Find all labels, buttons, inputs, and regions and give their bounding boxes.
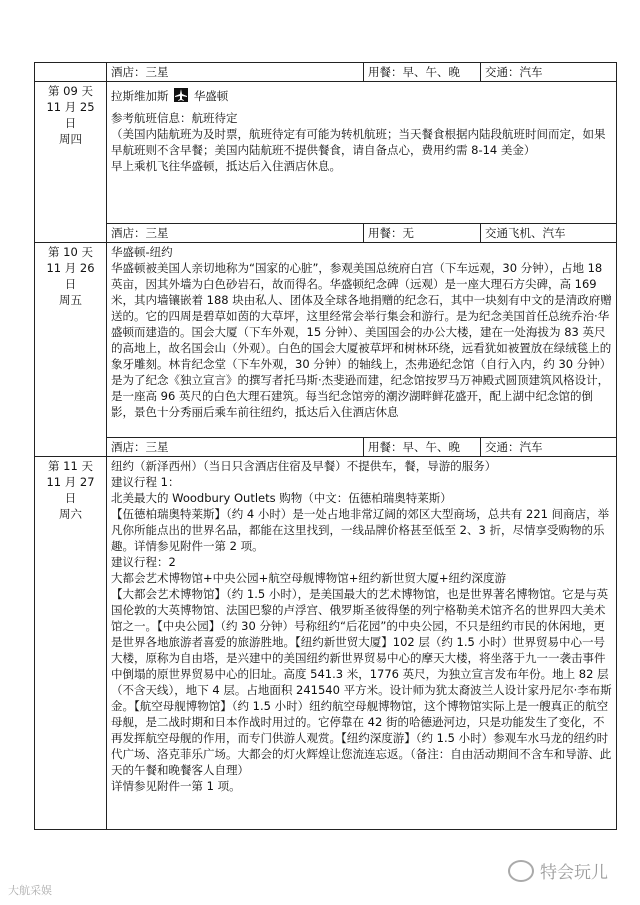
day-weekday: 周四 xyxy=(59,132,82,146)
attachment-note: 详情参见附件一第 1 项。 xyxy=(111,779,241,793)
meta-cell xyxy=(107,438,617,457)
transport-label: 交通：汽车 xyxy=(485,65,543,79)
hotel-label: 酒店：三星 xyxy=(107,438,364,456)
wechat-icon xyxy=(508,860,534,882)
option-2-description: 【大都会艺术博物馆】（约 1.5 小时），是美国最大的艺术博物馆，也是世界著名博物馆。它是与英国伦敦的大英博物馆、法国巴黎的卢浮宫、俄罗斯圣彼得堡的列宁格勒美术馆齐名的世界四大美术馆之一。【中央公园】（约 30 分钟）号称纽约“后花园”的中央公园，不只是纽约市民的休闲地，更是世界各地旅游者喜爱的旅游胜地。【纽约新世贸大厦】102 层（约 1.5 小时）世界贸易中心一号大楼，原称为自由塔，是兴建中的美国纽约新世界贸易中心的摩天大楼，将坐落于九一一袭击事件中倒塌的原世界贸易中心的旧址。高度 541.3 米，1776 英尺，为独立宣言发布年份。地上 82 层（不含天线），地下 4 层。占地面积 241540 平方米。设计师为犹太裔波兰人设计家丹尼尔·李布斯金。【航空母舰博物馆】（约 1.5 小时）纽约航空母舰博物馆，这个博物馆实际上是一艘真正的航空母舰，是二战时期和日本作战时用过的。它停靠在 42 街的哈德逊河边，只是功能发生了变化，不再发挥航空母舰的作用，而专门供游人观赏。【纽约深度游】（约 1.5 小时）参观车水马龙的纽约时代广场、洛克菲乐广场。大都会的灯火辉煌让您流连忘返。（备注：自由活动期间不含车和导游、此天的午餐和晚餐客人自理） xyxy=(111,587,612,777)
day-date: 11 月 27 日 xyxy=(46,475,95,505)
transport-label: 交通：汽车 xyxy=(485,440,543,454)
airplane-icon xyxy=(174,88,188,102)
flight-note: （美国内陆航班为及时票，航班待定有可能为转机航班；当天餐食根据内陆段航班时间而定，如果早航班则不含早餐；美国内陆航班不提供餐食，请自备点心，费用约需 8-14 美金） xyxy=(111,127,606,157)
day-date: 11 月 25 日 xyxy=(46,100,95,130)
day-number: 第 11 天 xyxy=(48,459,93,473)
day-description: 华盛顿被美国人亲切地称为“国家的心脏”，参观美国总统府白宫（下车远观，30 分钟），占地 18 英亩，因其外墙为白色砂岩石，故而得名。华盛顿纪念碑（远观）是一座大理石方尖碑，高 169 米，其内墙镶嵌着 188 块由私人、团体及全球各地捐赠的纪念石，其中一块刻有中文的是清政府赠送的。它的四周是碧草如茵的大草坪，这里经常会举行集会和游行。是为纪念美国首任总统乔治·华盛顿而建造的。国会大厦（下车外观，15 分钟）、美国国会的办公大楼，建在一处海拔为 83 英尺的高地上，故名国会山（外观）。白色的国会大厦被草坪和树林环绕，远看犹如被置放在绿绒毯上的象牙雕刻。林肯纪念堂（下车外观，30 分钟）的轴线上，杰弗逊纪念馆（自行入内，约 30 分钟）是为了纪念《独立宣言》的撰写者托马斯·杰斐逊而建，纪念馆按罗马万神殿式圆顶建筑风格设计，是一座高 96 英尺的白色大理石建筑。每当纪念馆旁的潮汐湖畔鲜花盛开，配上湖中纪念馆的倒影，景色十分秀丽后乘车前往纽约，抵达后入住酒店休息 xyxy=(111,261,612,419)
flight-info: 参考航班信息：航班待定 xyxy=(111,111,238,125)
option-2-title: 大都会艺术博物馆+中央公园+航空母舰博物馆+纽约新世贸大厦+纽约深度游 xyxy=(111,571,507,585)
watermark-right-text: 特会玩儿 xyxy=(540,863,608,883)
top-meta-row xyxy=(35,63,617,82)
day-content-10 xyxy=(107,243,617,438)
day-number: 第 09 天 xyxy=(48,84,93,98)
meal-label: 用餐：无 xyxy=(364,224,481,242)
day-cell-11 xyxy=(35,457,107,830)
option-1-description: 【伍德柏瑞奥特莱斯】（约 4 小时）是一处占地非常辽阔的郊区大型商场，总共有 221 间商店，举凡你所能点出的世界名品，都能在这里找到，一线品牌价格甚至低至 2、3 折，尽情享受购物的乐趣。详情参见附件一第 2 项。 xyxy=(111,507,610,553)
option-1-label: 建议行程 1： xyxy=(111,475,180,489)
route-title: 纽约（新泽西州）（当日只含酒店住宿及早餐）不提供车，餐，导游的服务） xyxy=(111,459,497,473)
day-weekday: 周五 xyxy=(59,293,82,307)
day-row-10 xyxy=(35,243,617,438)
watermark-left: 大航采娱 xyxy=(8,884,52,897)
transport-label: 交通飞机、汽车 xyxy=(485,226,566,240)
route-title: 华盛顿-纽约 xyxy=(111,245,173,259)
day-row-09 xyxy=(35,82,617,224)
day-content-09 xyxy=(107,82,617,224)
meta-cell xyxy=(107,224,617,243)
day-summary: 早上乘机飞往华盛顿，抵达后入住酒店休息。 xyxy=(111,159,341,173)
meta-cell xyxy=(107,63,617,82)
empty-day-cell xyxy=(35,63,107,82)
day-weekday: 周六 xyxy=(59,507,82,521)
route-line xyxy=(111,88,612,104)
meal-label: 用餐：早、午、晚 xyxy=(364,63,481,81)
day-meta-row-09 xyxy=(35,224,617,243)
day-date: 11 月 26 日 xyxy=(46,261,95,291)
option-1-title: 北美最大的 Woodbury Outlets 购物（中文：伍德柏瑞奥特莱斯） xyxy=(111,491,452,505)
option-2-label: 建议行程：2 xyxy=(111,555,176,569)
destination-city: 华盛顿 xyxy=(193,89,229,103)
day-meta-row-10 xyxy=(35,438,617,457)
origin-city: 拉斯维加斯 xyxy=(111,89,169,103)
day-content-11 xyxy=(107,457,617,830)
day-cell-10 xyxy=(35,243,107,457)
watermark-right xyxy=(508,858,608,883)
day-row-11 xyxy=(35,457,617,830)
meal-label: 用餐：早、午、晚 xyxy=(364,438,481,456)
day-number: 第 10 天 xyxy=(48,245,93,259)
day-cell-09 xyxy=(35,82,107,243)
itinerary-table xyxy=(34,62,617,830)
hotel-label: 酒店：三星 xyxy=(107,63,364,81)
hotel-label: 酒店：三星 xyxy=(107,224,364,242)
